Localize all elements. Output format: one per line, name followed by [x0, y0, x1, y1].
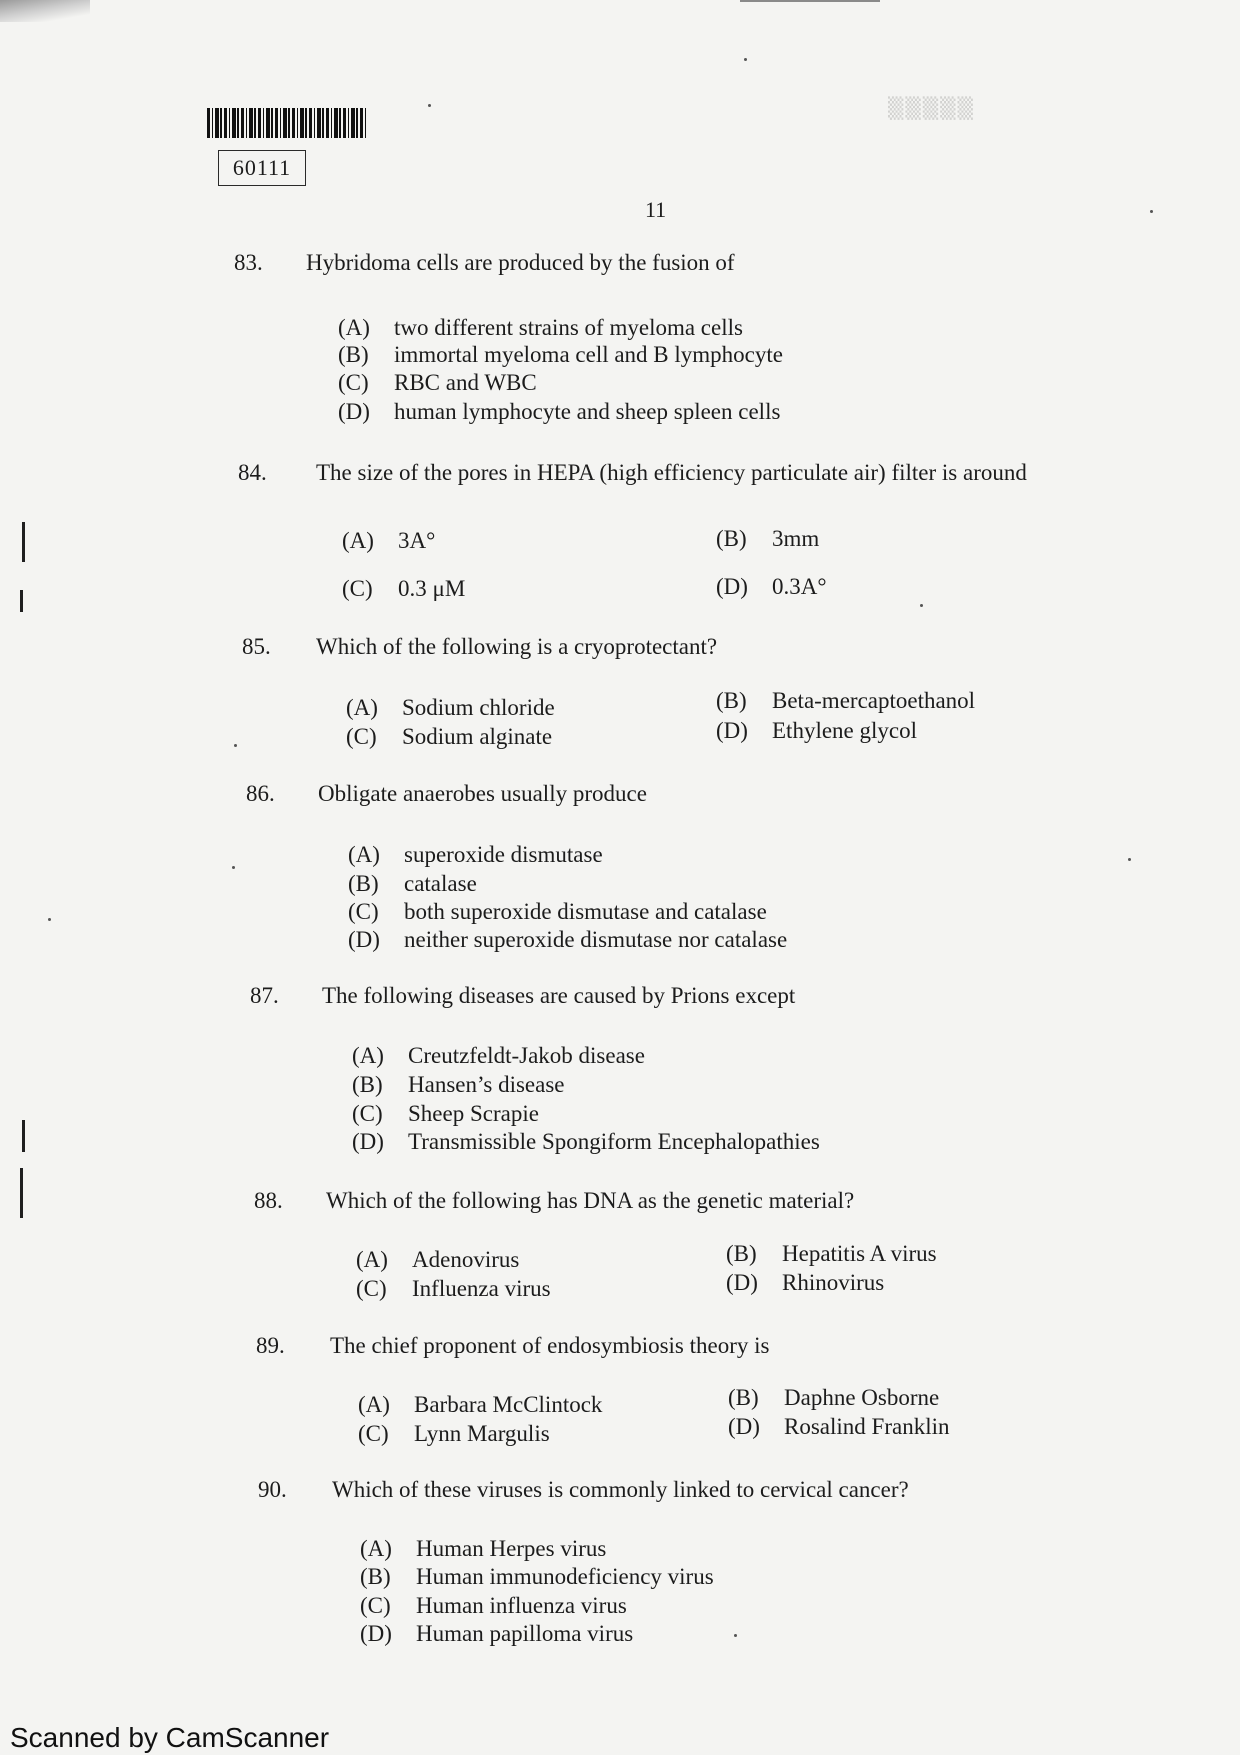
option-letter: (B) — [716, 526, 747, 551]
option-letter: (A) — [358, 1392, 390, 1417]
option-text: 3mm — [772, 526, 820, 551]
option-text: neither superoxide dismutase nor catalase — [404, 927, 788, 952]
option-87-a — [352, 1043, 645, 1069]
option-letter: (C) — [342, 576, 373, 601]
option-88-a — [356, 1247, 519, 1273]
option-90-b — [360, 1564, 714, 1590]
question-number: 88. — [254, 1188, 283, 1213]
question-number: 85. — [242, 634, 271, 659]
option-letter: (D) — [360, 1621, 392, 1646]
option-letter: (B) — [352, 1072, 383, 1097]
option-86-c — [348, 899, 767, 925]
scan-speck — [920, 604, 923, 607]
option-83-b — [338, 342, 783, 368]
option-letter: (C) — [346, 724, 377, 749]
option-letter: (D) — [352, 1129, 384, 1154]
margin-mark — [20, 1168, 23, 1218]
scan-speck — [734, 1634, 737, 1637]
option-letter: (B) — [726, 1241, 757, 1266]
scan-speck — [48, 918, 51, 921]
option-89-b — [728, 1385, 939, 1411]
option-letter: (A) — [360, 1536, 392, 1561]
option-letter: (A) — [352, 1043, 384, 1068]
option-83-d — [338, 399, 780, 425]
option-letter: (D) — [338, 399, 370, 424]
scan-speck — [234, 744, 237, 747]
option-letter: (A) — [348, 842, 380, 867]
option-letter: (C) — [356, 1276, 387, 1301]
option-89-a — [358, 1392, 602, 1418]
option-letter: (D) — [728, 1414, 760, 1439]
option-text: Human Herpes virus — [416, 1536, 607, 1561]
option-88-d — [726, 1270, 884, 1296]
option-text: both superoxide dismutase and catalase — [404, 899, 767, 924]
option-letter: (C) — [358, 1421, 389, 1446]
scanner-watermark: Scanned by CamScanner — [10, 1722, 330, 1753]
paper-code: 60111 — [218, 150, 306, 186]
option-letter: (D) — [716, 718, 748, 743]
question-text: Which of these viruses is commonly linked to cervical cancer? — [332, 1477, 909, 1502]
question-number: 90. — [258, 1477, 287, 1502]
option-84-c — [342, 576, 465, 602]
question-number: 87. — [250, 983, 279, 1008]
scan-speck — [428, 104, 431, 107]
scan-speck — [744, 58, 747, 61]
option-letter: (C) — [360, 1593, 391, 1618]
option-86-d — [348, 927, 787, 953]
option-text: Hepatitis A virus — [782, 1241, 937, 1266]
option-text: 0.3A° — [772, 574, 827, 599]
option-text: Rhinovirus — [782, 1270, 885, 1295]
option-text: immortal myeloma cell and B lymphocyte — [394, 342, 783, 367]
option-85-a — [346, 695, 555, 721]
question-text: The chief proponent of endosymbiosis theory is — [330, 1333, 770, 1358]
option-88-b — [726, 1241, 937, 1267]
option-text: catalase — [404, 871, 477, 896]
scan-speck — [232, 866, 235, 869]
option-text: Human influenza virus — [416, 1593, 627, 1618]
question-text: The size of the pores in HEPA (high efficiency particulate air) filter is around — [316, 460, 1027, 485]
option-87-b — [352, 1072, 565, 1098]
scan-corner-shadow — [0, 0, 90, 22]
option-text: two different strains of myeloma cells — [394, 315, 743, 340]
option-text: Beta-mercaptoethanol — [772, 688, 976, 713]
option-85-b — [716, 688, 975, 714]
option-text: Adenovirus — [412, 1247, 520, 1272]
option-89-d — [728, 1414, 949, 1440]
option-text: superoxide dismutase — [404, 842, 603, 867]
option-text: Rosalind Franklin — [784, 1414, 950, 1439]
question-text: Hybridoma cells are produced by the fusion of — [306, 250, 735, 275]
option-text: human lymphocyte and sheep spleen cells — [394, 399, 781, 424]
option-text: Lynn Margulis — [414, 1421, 550, 1446]
option-text: 0.3 μM — [398, 576, 466, 601]
option-letter: (B) — [360, 1564, 391, 1589]
option-84-a — [342, 528, 435, 554]
option-83-a — [338, 315, 743, 341]
option-text: Ethylene glycol — [772, 718, 917, 743]
option-letter: (A) — [338, 315, 370, 340]
option-text: Transmissible Spongiform Encephalopathies — [408, 1129, 820, 1154]
option-text: Daphne Osborne — [784, 1385, 940, 1410]
option-text: Influenza virus — [412, 1276, 551, 1301]
option-letter: (C) — [348, 899, 379, 924]
option-85-d — [716, 718, 917, 744]
option-88-c — [356, 1276, 551, 1302]
option-90-d — [360, 1621, 633, 1647]
option-84-d — [716, 574, 827, 600]
option-text: Hansen’s disease — [408, 1072, 565, 1097]
scan-edge-line — [740, 0, 880, 2]
option-90-a — [360, 1536, 606, 1562]
option-86-a — [348, 842, 603, 868]
scan-speck — [1128, 858, 1131, 861]
option-letter: (A) — [342, 528, 374, 553]
question-text: Obligate anaerobes usually produce — [318, 781, 647, 806]
option-text: Sodium chloride — [402, 695, 555, 720]
option-text: Human immunodeficiency virus — [416, 1564, 714, 1589]
option-89-c — [358, 1421, 550, 1447]
question-text: The following diseases are caused by Prions except — [322, 983, 796, 1008]
question-number: 83. — [234, 250, 263, 275]
option-84-b — [716, 526, 819, 552]
option-85-c — [346, 724, 552, 750]
option-letter: (D) — [726, 1270, 758, 1295]
option-letter: (C) — [352, 1101, 383, 1126]
option-letter: (C) — [338, 370, 369, 395]
option-86-b — [348, 871, 477, 897]
option-letter: (B) — [716, 688, 747, 713]
option-text: Sodium alginate — [402, 724, 553, 749]
page-number: 11 — [645, 197, 667, 222]
option-83-c — [338, 370, 537, 396]
option-text: Sheep Scrapie — [408, 1101, 539, 1126]
option-text: Creutzfeldt-Jakob disease — [408, 1043, 645, 1068]
option-90-c — [360, 1593, 627, 1619]
scan-speck — [1150, 210, 1153, 213]
option-87-c — [352, 1101, 539, 1127]
question-number: 89. — [256, 1333, 285, 1358]
option-letter: (B) — [338, 342, 369, 367]
question-number: 86. — [246, 781, 275, 806]
margin-mark — [22, 522, 25, 562]
barcode — [207, 108, 367, 138]
question-number: 84. — [238, 460, 267, 485]
option-text: Human papilloma virus — [416, 1621, 634, 1646]
question-text: Which of the following has DNA as the genetic material? — [326, 1188, 855, 1213]
option-87-d — [352, 1129, 820, 1155]
option-text: Barbara McClintock — [414, 1392, 603, 1417]
option-letter: (B) — [348, 871, 379, 896]
option-text: 3A° — [398, 528, 436, 553]
question-text: Which of the following is a cryoprotectant? — [316, 634, 718, 659]
margin-mark — [20, 590, 23, 612]
option-letter: (A) — [346, 695, 378, 720]
option-letter: (D) — [348, 927, 380, 952]
margin-mark — [22, 1120, 25, 1152]
option-letter: (B) — [728, 1385, 759, 1410]
faint-bleedthrough-mark: ▒▒▒▒▒ — [888, 96, 975, 120]
option-letter: (A) — [356, 1247, 388, 1272]
option-letter: (D) — [716, 574, 748, 599]
option-text: RBC and WBC — [394, 370, 537, 395]
